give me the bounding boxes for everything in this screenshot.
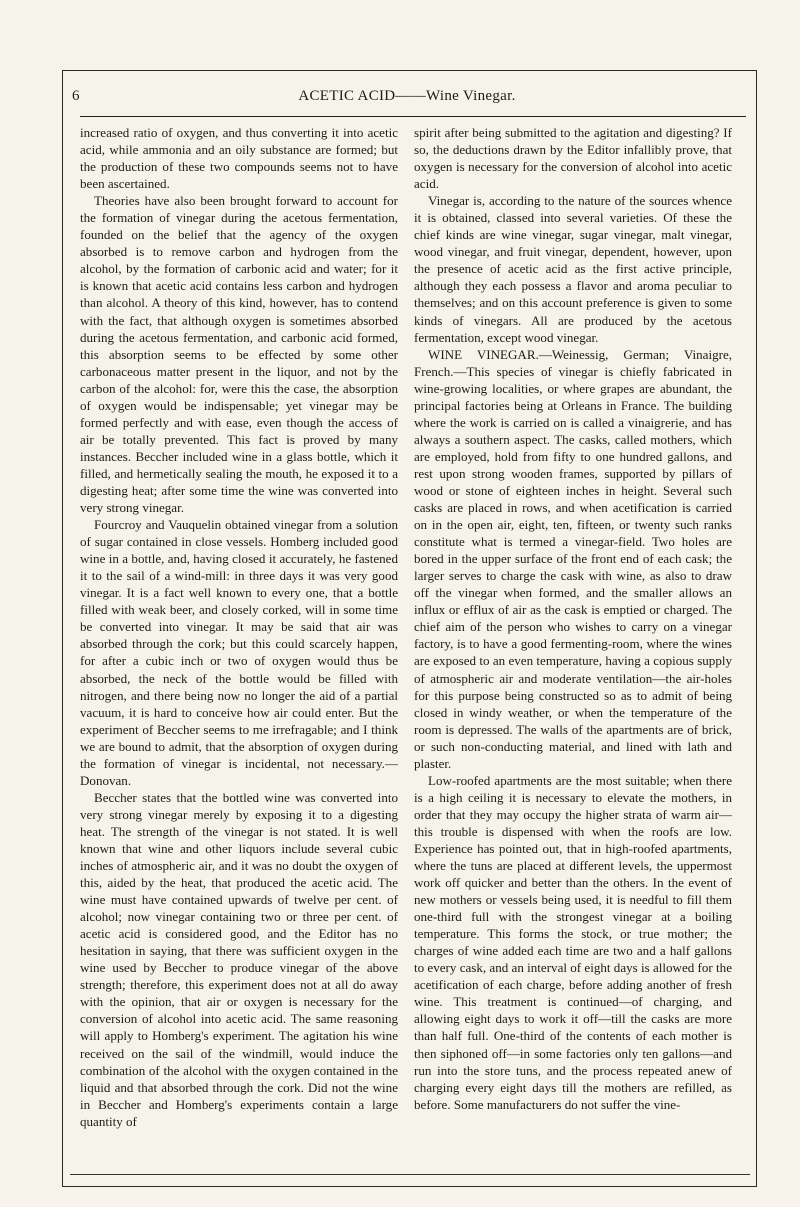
paragraph: Beccher states that the bottled wine was converted into very strong vinegar merely by exposing it to a digesting heat. The strength of the vinegar is not stated. It is well known that wine and other liquors include several cubic inches of atmospheric air, and it was no doubt the oxygen of this, aided by the heat, that produced the acetic acid. The wine must have contained upwards of twelve per cent. of alcohol; now vinegar containing two or three per cent. of acetic acid is considered good, and the Editor has no hesitation in saying, that there was sufficient oxygen in the wine used by Beccher to produce vinegar of the above strength; therefore, this experiment does not at all do away with the opinion, that air or oxygen is necessary for the conversion of alcohol into acetic acid. The same reasoning will apply to Homberg's experiment. The agitation his wine received on the sail of the windmill, would induce the combination of the alcohol with the oxygen contained in the liquid and that absorbed through the cork. Did not the wine in Beccher and Homberg's experiments contain a large quantity of (80, 789, 398, 1129)
running-head: ACETIC ACID——Wine Vinegar. (298, 88, 516, 104)
paragraph: WINE VINEGAR.—Weinessig, German; Vinaigre, French.—This species of vinegar is chiefly fabricated in wine-growing localities, or where grapes are abundant, the principal factories being at Orleans in France. The building where the work is carried on is called a vinaigrerie, and has always a southern aspect. The casks, called mothers, which are employed, hold from fifty to one hundred gallons, and rest upon strong wooden frames, supported by pillars of wood or stone of eighteen inches in height. Several such casks are placed in rows, and when acetification is carried on in the open air, eight, ten, fifteen, or twenty such ranks constitute what is termed a vinegar-field. Two holes are bored in the upper surface of the front end of each cask; the larger serves to charge the cask with wine, as also to draw off the vinegar when formed, and the smaller allows an influx or efflux of air as the cask is emptied or charged. The chief aim of the person who wishes to carry on a vinegar factory, is to have a good fermenting-room, where the wines are exposed to an even temperature, having a copious supply of atmospheric air and moderate ventilation—the air-holes for this purpose being constructed so as to admit of being closed in windy weather, or when the temperature of the room is depressed. The walls of the apartments are of brick, or such non-conducting material, and lined with lath and plaster. (414, 346, 732, 771)
paragraph: Theories have also been brought forward to account for the formation of vinegar during the acetous fermentation, founded on the belief that the agency of the oxygen absorbed is to remove carbon and hydrogen from the alcohol, by the formation of carbonic acid and water; for it is known that acetic acid contains less carbon and hydrogen than alcohol. A theory of this kind, however, has to contend with the fact, that although oxygen is sometimes absorbed during the acetous fermentation, and carbonic acid formed, this absorption seems to be effected by some other carbonaceous matter present in the liquor, and not by the carbon of the alcohol: for, were this the case, the absorption of oxygen would be indispensable; yet vinegar may be formed perfectly and with ease, even though the access of air be totally prevented. This fact is proved by many instances. Beccher included wine in a glass bottle, which it filled, and hermetically sealing the mouth, he exposed it to a digesting heat; after some time the wine was converted into very strong vinegar. (80, 193, 398, 516)
paragraph: Vinegar is, according to the nature of the sources whence it is obtained, classed into several varieties. Of these the chief kinds are wine vinegar, sugar vinegar, malt vinegar, wood vinegar, and fruit vinegar, dependent, however, upon the presence of acetic acid as the first active principle, although they each possess a flavor and aroma peculiar to themselves; and on this account preference is given to some kinds of vinegars. All are produced by the acetous fermentation, except wood vinegar. (414, 193, 732, 345)
page-number: 6 (72, 88, 80, 104)
bottom-rule (70, 1174, 750, 1175)
paragraph: Fourcroy and Vauquelin obtained vinegar from a solution of sugar contained in close vessels. Homberg included good wine in a bottle, and, having closed it accurately, he fastened it to the sail of a wind-mill: in three days it was very good vinegar. It is a fact well known to every one, that a bottle filled with weak beer, and closely corked, will in some time be converted into vinegar. It may be said that air was absorbed through the cork; but this could scarcely happen, for after a cubic inch or two of oxygen would thus be absorbed, the neck of the bottle would be filled with nitrogen, and there being now no longer the aid of a partial vacuum, it is hard to conceive how air could enter. But the experiment of Beccher seems to me irrefragable; and I think we are bound to admit, that the absorption of oxygen during the formation of vinegar is incidental, not necessary.—Donovan. (80, 517, 398, 788)
header-rule (80, 116, 746, 117)
left-column (80, 124, 398, 1130)
paragraph: Low-roofed apartments are the most suitable; when there is a high ceiling it is necessary to elevate the mothers, in order that they may occupy the higher strata of warm air—this trouble is dispensed with when the roofs are low. Experience has pointed out, that in high-roofed apartments, where the tuns are placed at different levels, the uppermost work off quicker and better than the others. In the event of new mothers or vessels being used, it is needful to fill them one-third full with the strongest vinegar at a boiling temperature. This forms the stock, or true mother; the charges of wine added each time are two and a half gallons to every cask, and an interval of eight days is allowed for the acetification of each charge, before adding another of fresh wine. This treatment is continued—of charging, and allowing eight days to work it off—till the casks are more than half full. One-third of the contents of each mother is then siphoned off—in some factories only ten gallons—and run into the store tuns, and the process repeated anew of charging every eight days till the mothers are refilled, as before. Some manufacturers do not suffer the vine- (414, 772, 732, 1112)
paragraph: spirit after being submitted to the agitation and digesting? If so, the deductions drawn by the Editor infallibly prove, that oxygen is necessary for the conversion of alcohol into acetic acid. (414, 125, 732, 192)
right-column (414, 124, 732, 1113)
page-header (72, 88, 742, 114)
paragraph: increased ratio of oxygen, and thus converting it into acetic acid, while ammonia and an oily substance are formed; but the production of these two compounds seems not to have been ascertained. (80, 125, 398, 192)
